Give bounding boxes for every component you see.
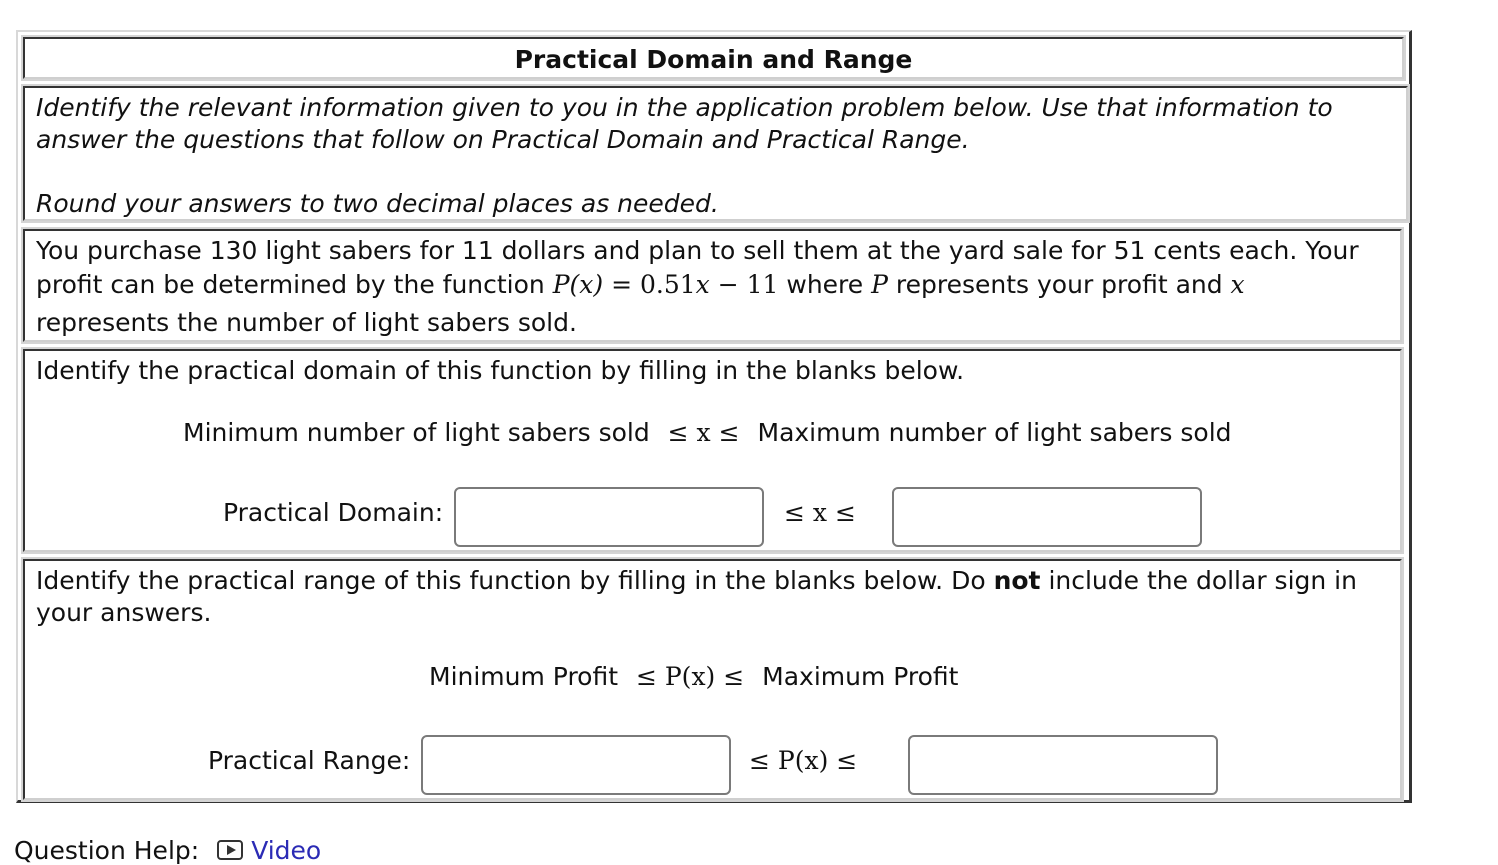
- problem-cell: [21, 227, 1404, 344]
- function-constant: − 11: [709, 270, 779, 299]
- domain-cell: [21, 347, 1404, 554]
- problem-text: where: [778, 270, 872, 299]
- x-variable: x: [1230, 270, 1245, 299]
- practical-range-label: Practical Range:: [208, 746, 411, 775]
- instructions-cell: [21, 84, 1410, 223]
- domain-template-math: ≤ x ≤: [667, 418, 740, 447]
- domain-inequality: ≤ x ≤: [784, 498, 856, 527]
- problem-text: represents your profit and: [887, 270, 1231, 299]
- domain-min-input[interactable]: [454, 487, 764, 547]
- range-template: [429, 662, 958, 691]
- range-prompt-emphasis: not: [993, 566, 1041, 595]
- range-template-max: Maximum Profit: [762, 662, 959, 691]
- range-prompt-text: include the dollar sign in: [1040, 566, 1357, 595]
- function-variable: x: [695, 270, 710, 299]
- domain-template-max: Maximum number of light sabers sold: [757, 418, 1232, 447]
- play-video-icon[interactable]: [217, 840, 243, 860]
- title-cell: [21, 35, 1406, 81]
- problem-line-2: [36, 268, 1245, 301]
- rounding-instruction: Round your answers to two decimal places as needed.: [36, 189, 719, 218]
- domain-prompt: Identify the practical domain of this function by filling in the blanks below.: [36, 356, 965, 385]
- range-prompt-line-2: your answers.: [36, 598, 212, 627]
- range-template-min: Minimum Profit: [429, 662, 619, 691]
- instructions-line-2: answer the questions that follow on Practical Domain and Practical Range.: [36, 125, 970, 154]
- range-prompt-text: Identify the practical range of this function by filling in the blanks below. Do: [36, 566, 994, 595]
- range-inequality: ≤ P(x) ≤: [749, 746, 858, 775]
- range-max-input[interactable]: [908, 735, 1218, 795]
- domain-template-min: Minimum number of light sabers sold: [183, 418, 650, 447]
- profit-variable: P: [871, 270, 888, 299]
- problem-text: profit can be determined by the function: [36, 270, 553, 299]
- question-help: [14, 836, 321, 865]
- page-title: Practical Domain and Range: [514, 45, 913, 74]
- domain-max-input[interactable]: [892, 487, 1202, 547]
- range-cell: [21, 557, 1404, 802]
- range-template-math: ≤ P(x) ≤: [635, 662, 745, 691]
- domain-template: [183, 418, 1232, 447]
- video-link[interactable]: Video: [251, 836, 322, 865]
- instructions-line-1: Identify the relevant information given to you in the application problem below. Use that information to: [36, 93, 1333, 122]
- range-min-input[interactable]: [421, 735, 731, 795]
- range-prompt-line-1: [36, 564, 1357, 597]
- practical-domain-label: Practical Domain:: [223, 498, 444, 527]
- function-name: P(x): [552, 270, 604, 299]
- question-help-label: Question Help:: [14, 836, 200, 865]
- function-equals: = 0.51: [603, 270, 696, 299]
- problem-line-1: You purchase 130 light sabers for 11 dollars and plan to sell them at the yard sale for 51 cents each. Your: [36, 236, 1359, 265]
- problem-line-3: represents the number of light sabers sold.: [36, 308, 577, 337]
